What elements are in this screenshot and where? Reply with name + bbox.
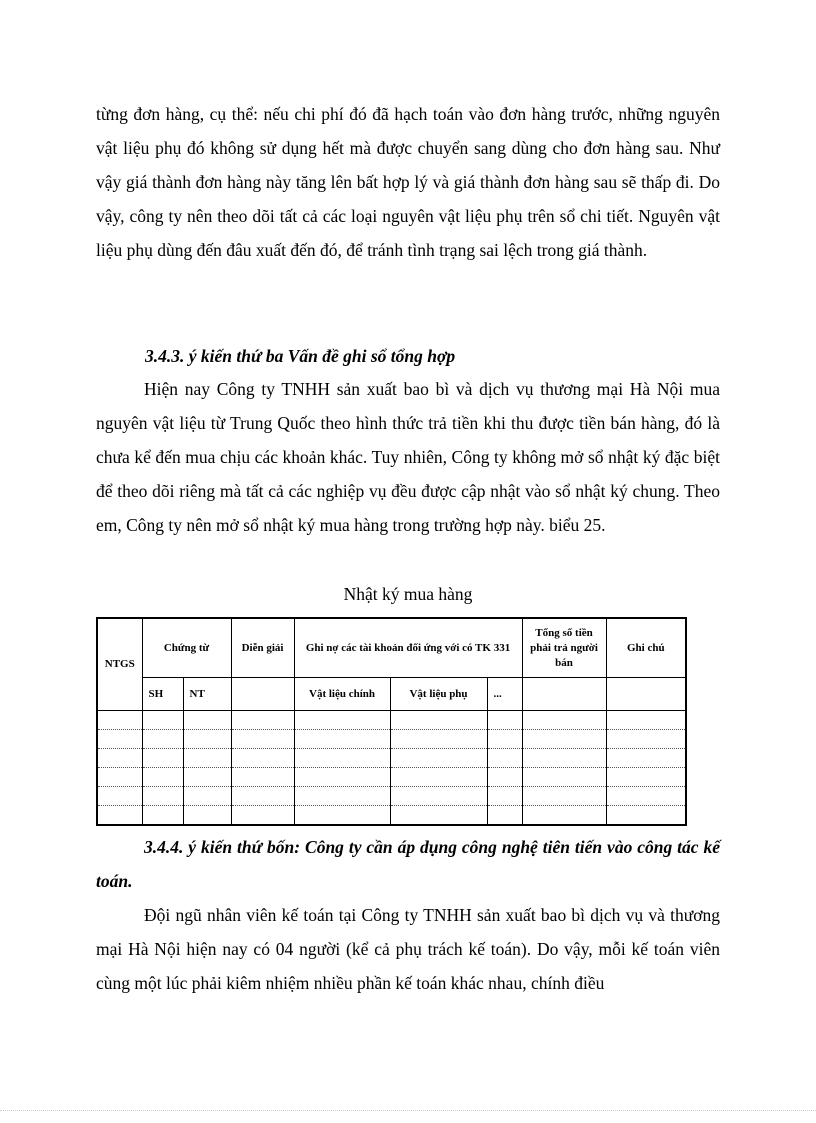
table-row [97, 806, 686, 826]
header-sh: SH [142, 678, 183, 711]
section-heading-3-4-4: 3.4.4. ý kiến thứ bốn: Công ty cần áp dụng công nghệ tiên tiến vào công tác kế toán. [96, 837, 720, 891]
header-ghi-chu-blank [606, 678, 686, 711]
header-tong-so-tien: Tổng số tiền phải trả người bán [522, 618, 606, 678]
header-nt: NT [183, 678, 231, 711]
header-ghi-chu: Ghi chú [606, 618, 686, 678]
header-tong-blank [522, 678, 606, 711]
purchase-journal-table [96, 617, 687, 826]
header-dien-giai: Diễn giải [231, 618, 294, 678]
table-row [97, 730, 686, 749]
header-ntgs: NTGS [97, 618, 142, 711]
table-caption: Nhật ký mua hàng [343, 584, 473, 604]
table-row [97, 787, 686, 806]
table-row [97, 711, 686, 730]
header-dien-giai-blank [231, 678, 294, 711]
table-header-row [97, 618, 686, 678]
table-subheader-row [97, 678, 686, 711]
header-ghi-no: Ghi nợ các tài khoản đối ứng với có TK 331 [294, 618, 522, 678]
table-row [97, 749, 686, 768]
header-other: ... [487, 678, 522, 711]
paragraph-cost-tracking: từng đơn hàng, cụ thể: nếu chi phí đó đã hạch toán vào đơn hàng trước, những nguyên vật liệu phụ đó không sử dụng hết mà được chuyển sang dùng cho đơn hàng sau. Như vậy giá thành đơn hàng này tăng lên bất hợp lý và giá thành đơn hàng sau sẽ thấp đi. Do vậy, công ty nên theo dõi tất cả các loại nguyên vật liệu phụ trên sổ chi tiết. Nguyên vật liệu phụ dùng đến đâu xuất đến đó, để tránh tình trạng sai lệch trong giá thành. [96, 104, 720, 260]
header-vat-lieu-phu: Vật liệu phụ [390, 678, 487, 711]
header-chung-tu: Chứng từ [142, 618, 231, 678]
section-heading-3-4-3: 3.4.3. ý kiến thứ ba Vấn đề ghi sổ tổng hợp [145, 346, 456, 366]
table-row [97, 768, 686, 787]
paragraph-accounting-staff: Đội ngũ nhân viên kế toán tại Công ty TNHH sản xuất bao bì dịch vụ và thương mại Hà Nội hiện nay có 04 người (kể cả phụ trách kế toán). Do vậy, mỗi kế toán viên cùng một lúc phải kiêm nhiệm nhiều phần kế toán khác nhau, chính điều [96, 905, 720, 993]
paragraph-purchase-journal: Hiện nay Công ty TNHH sản xuất bao bì và dịch vụ thương mại Hà Nội mua nguyên vật liệu từ Trung Quốc theo hình thức trả tiền khi thu được tiền bán hàng, đó là chưa kể đến mua chịu các khoản khác. Tuy nhiên, Công ty không mở sổ nhật ký đặc biệt để theo dõi riêng mà tất cả các nghiệp vụ đều được cập nhật vào sổ nhật ký chung. Theo em, Công ty nên mở sổ nhật ký mua hàng trong trường hợp này. biểu 25. [96, 379, 720, 535]
page-bottom-divider [0, 1110, 816, 1111]
header-vat-lieu-chinh: Vật liệu chính [294, 678, 390, 711]
